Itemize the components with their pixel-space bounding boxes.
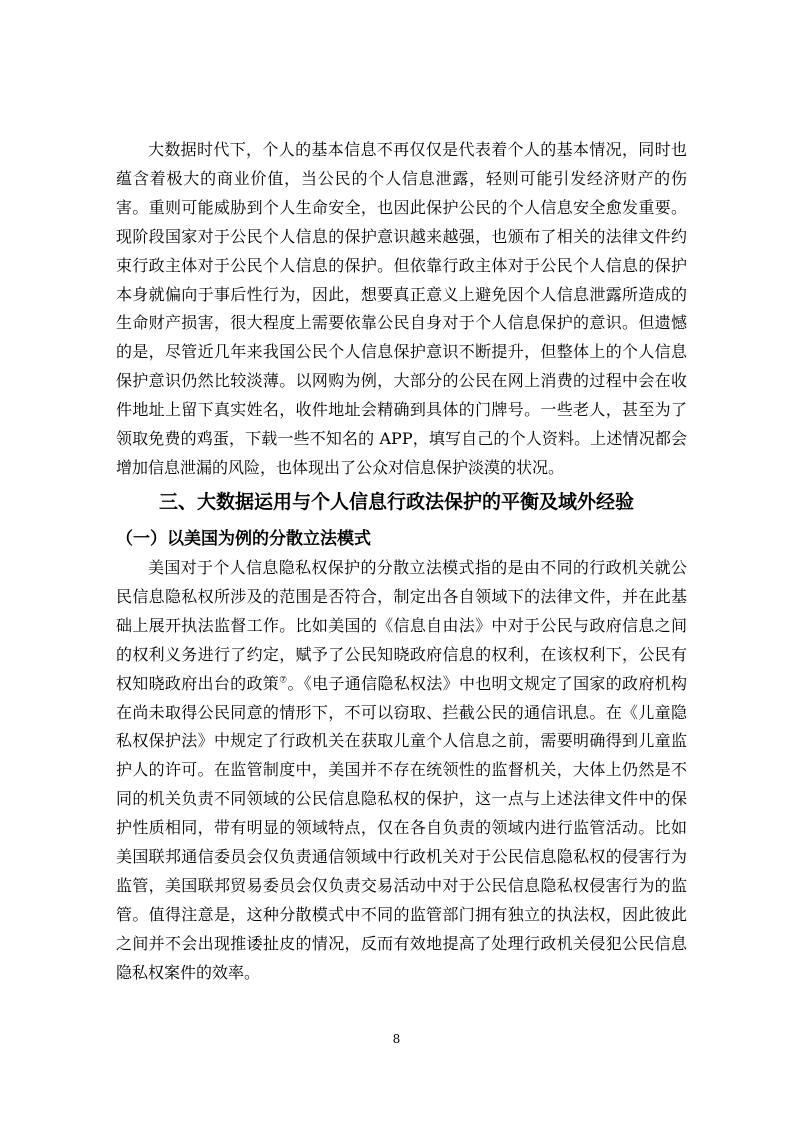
- subsection-heading: （一）以美国为例的分散立法模式: [116, 529, 371, 549]
- section-heading: 三、大数据运用与个人信息行政法保护的平衡及域外经验: [158, 491, 634, 513]
- paragraph-text: 美国对于个人信息隐私权保护的分散立法模式指的是由不同的行政机关就公民信息隐私权所涉及的范围是否符合，制定出各自领域下的法律文件，并在此基础上展开执法监督工作。比如美国的《信息自由法》中对于公民与政府信息之间的权利义务进行了约定，赋予了公民知晓政府信息的权利，在该权利下，公民有权知晓政府出台的政策: [116, 558, 687, 693]
- page-number: 8: [392, 1032, 401, 1046]
- paragraph-text: 。《电子通信隐私权法》中也明文规定了国家的政府机构在尚未取得公民同意的情形下，不可以窃取、拦截公民的通信讯息。在《儿童隐私权保护法》中规定了行政机关在获取儿童个人信息之前，需要明确得到儿童监护人的许可。在监管制度中，美国并不存在统领性的监督机关，大体上仍然是不同的机关负责不同领域的公民信息隐私权的保护，这一点与上述法律文件中的保护性质相同，带有明显的领域特点，仅在各自负责的领域内进行监管活动。比如美国联邦通信委员会仅负责通信领域中行政机关对于公民信息隐私权的侵害行为监管，美国联邦贸易委员会仅负责交易活动中对于公民信息隐私权侵害行为的监管。值得注意是，这种分散模式中不同的监管部门拥有独立的执法权，因此彼此之间并不会出现推诿扯皮的情况，反而有效地提高了处理行政机关侵犯公民信息隐私权案件的效率。: [116, 673, 687, 982]
- footnote-marker: ⑦: [279, 675, 288, 686]
- body-paragraph: 大数据时代下，个人的基本信息不再仅仅是代表着个人的基本情况，同时也蕴含着极大的商业价值，当公民的个人信息泄露，轻则可能引发经济财产的伤害。重则可能威胁到个人生命安全，也因此保护公民的个人信息安全愈发重要。现阶段国家对于公民个人信息的保护意识越来越强，也颁布了相关的法律文件约束行政主体对于公民个人信息的保护。但依靠行政主体对于公民个人信息的保护本身就偏向于事后性行为，因此，想要真正意义上避免因个人信息泄露所造成的生命财产损害，很大程度上需要依靠公民自身对于个人信息保护的意识。但遗憾的是，尽管近几年来我国公民个人信息保护意识不断提升，但整体上的个人信息保护意识仍然比较淡薄。以网购为例，大部分的公民在网上消费的过程中会在收件地址上留下真实姓名，收件地址会精确到具体的门牌号。一些老人，甚至为了领取免费的鸡蛋，下载一些不知名的 APP，填写自己的个人资料。上述情况都会增加信息泄漏的风险，也体现出了公众对信息保护淡漠的状况。: [116, 140, 687, 477]
- body-paragraph: [116, 554, 687, 988]
